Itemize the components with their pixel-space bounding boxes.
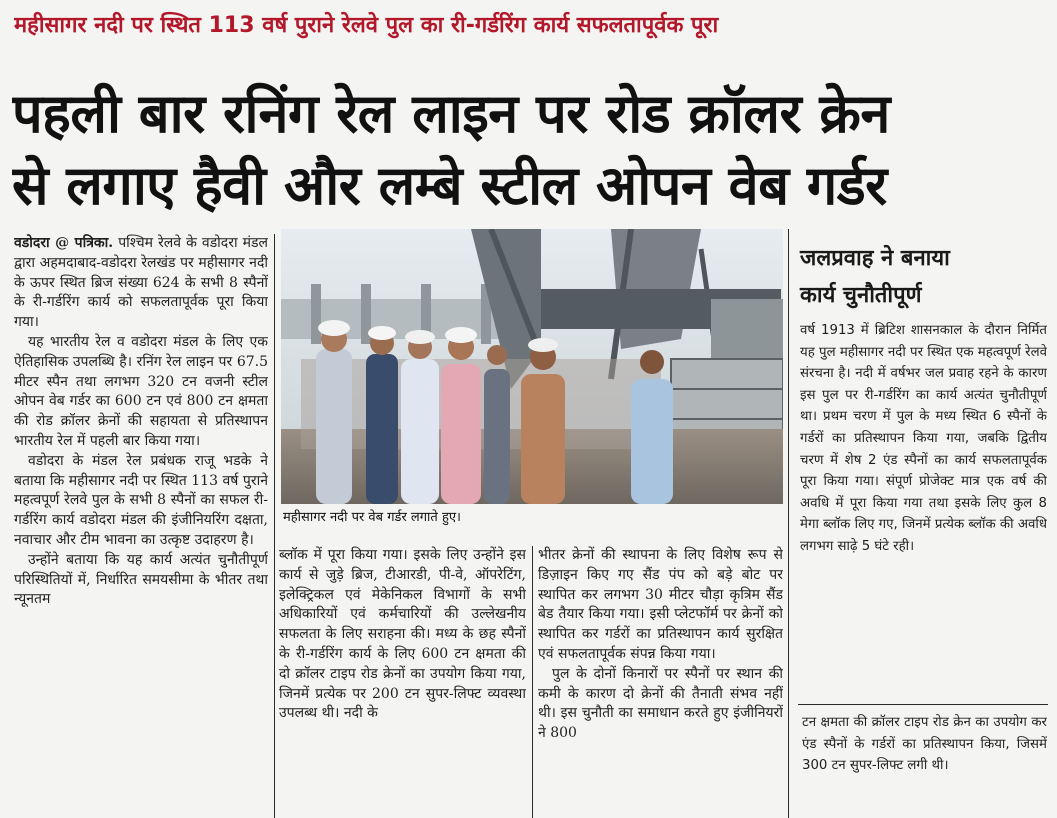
bridge-workers-image	[281, 229, 783, 504]
article-paragraph: यह भारतीय रेल व वडोदरा मंडल के लिए एक ऐतिहासिक उपलब्धि है। रनिंग रेल लाइन पर 67.5 मीटर स्पैन तथा लगभग 320 टन वजनी स्टील ओपन वेब गर्डर का 600 टन एवं 800 टन क्षमता की रोड क्रॉलर क्रेनों की सहायता से प्रतिस्थापन भारतीय रेल में पहली बार किया गया।	[14, 333, 268, 449]
article-column-1	[14, 234, 268, 818]
sidebar-body	[800, 320, 1047, 698]
photo-caption: महीसागर नदी पर वेब गर्डर लगाते हुए।	[283, 510, 461, 525]
article-paragraph: भीतर क्रेनों की स्थापना के लिए विशेष रूप से डिज़ाइन किए गए सैंड पंप को बड़े बोट पर स्थापित कर लगभग 30 मीटर चौड़ा कृत्रिम सैंड बेड तैयार किया गया। इसी प्लेटफॉर्म पर क्रेनों को स्थापित कर गर्डरों का प्रतिस्थापन कार्य सुरक्षित एवं सफलतापूर्वक संपन्न किया गया।	[538, 547, 783, 662]
sidebar-title	[800, 240, 1040, 314]
column-divider	[532, 546, 533, 818]
article-continuation	[802, 712, 1047, 818]
dateline: वडोदरा @ पत्रिका.	[14, 235, 114, 251]
main-headline	[12, 78, 1047, 222]
column-divider	[788, 229, 789, 818]
column-divider	[274, 234, 275, 818]
article-paragraph: ब्लॉक में पूरा किया गया। इसके लिए उन्होंने इस कार्य से जुड़े ब्रिज, टीआरडी, पी-वे, ऑपरेटिंग, इलेक्ट्रिकल एवं मेकेनिकल विभागों के सभी अधिकारियों एवं कर्मचारियों की उल्लेखनीय सफलता के लिए सराहना की। मध्य के छह स्पैनों के री-गर्डरिंग कार्य के लिए 600 टन क्षमता की दो क्रॉलर टाइप रोड क्रेनों का उपयोग किया गया, जिनमें प्रत्येक पर 200 टन सुपर-लिफ्ट व्यवस्था उपलब्ध थी। नदी के	[279, 547, 526, 722]
article-column-2	[279, 546, 526, 818]
article-paragraph: वडोदरा @ पत्रिका. पश्चिम रेलवे के वडोदरा मंडल द्वारा अहमदाबाद-वडोदरा रेलखंड पर महीसागर नदी के ऊपर स्थित ब्रिज संख्या 624 के सभी 8 स्पैनों के री-गर्डरिंग कार्य को सफलतापूर्वक पूरा किया गया।	[14, 235, 268, 331]
sidebar-divider	[798, 704, 1048, 705]
sidebar-paragraph: वर्ष 1913 में ब्रिटिश शासनकाल के दौरान निर्मित यह पुल महीसागर नदी पर स्थित एक महत्वपूर्ण रेलवे संरचना है। नदी में वर्षभर जल प्रवाह रहने के कारण इस पुल पर री-गर्डरिंग का कार्य अत्यंत चुनौतीपूर्ण था। प्रथम चरण में पुल के मध्य स्थित 6 स्पैनों के गर्डरों का प्रतिस्थापन किया गया, जबकि द्वितीय चरण में शेष 2 एंड स्पैनों का कार्य सफलतापूर्वक पूरा किया गया। संपूर्ण प्रोजेक्ट मात्र एक वर्ष की अवधि में पूरा किया गया तथा इसके लिए कुल 8 मेगा ब्लॉक लिए गए, जिनमें प्रत्येक ब्लॉक की अवधि लगभग साढ़े 5 घंटे रही।	[800, 323, 1047, 554]
article-column-3	[538, 546, 783, 818]
kicker-headline: महीसागर नदी पर स्थित 113 वर्ष पुराने रेलवे पुल का री-गर्डरिंग कार्य सफलतापूर्वक पूरा	[14, 13, 719, 38]
article-paragraph: उन्होंने बताया कि यह कार्य अत्यंत चुनौतीपूर्ण परिस्थितियों में, निर्धारित समयसीमा के भीतर तथा न्यूनतम	[14, 551, 268, 608]
article-paragraph: टन क्षमता की क्रॉलर टाइप रोड क्रेन का उपयोग कर एंड स्पैनों के गर्डरों का प्रतिस्थापन किया, जिसमें 300 टन सुपर-लिफ्ट लगी थी।	[802, 715, 1047, 774]
sidebar-title-line-2: कार्य चुनौतीपूर्ण	[800, 283, 922, 308]
headline-line-2: से लगाए हैवी और लम्बे स्टील ओपन वेब गर्डर	[12, 154, 887, 217]
news-photo	[281, 229, 783, 504]
article-paragraph: पुल के दोनों किनारों पर स्पैनों पर स्थान की कमी के कारण दो क्रेनों की तैनाती संभव नहीं थी। इस चुनौती का समाधान करते हुए इंजीनियरों ने 800	[538, 665, 783, 742]
article-paragraph: वडोदरा के मंडल रेल प्रबंधक राजू भडके ने बताया कि महीसागर नदी पर स्थित 113 वर्ष पुराने महत्वपूर्ण रेलवे पुल के सभी 8 स्पैनों का सफल री-गर्डरिंग कार्य वडोदरा मंडल की इंजीनियरिंग दक्षता, नवाचार और टीम भावना का उत्कृष्ट उदाहरण है।	[14, 452, 268, 548]
headline-line-1: पहली बार रनिंग रेल लाइन पर रोड क्रॉलर क्रेन	[12, 82, 890, 145]
sidebar-title-line-1: जलप्रवाह ने बनाया	[800, 246, 950, 271]
